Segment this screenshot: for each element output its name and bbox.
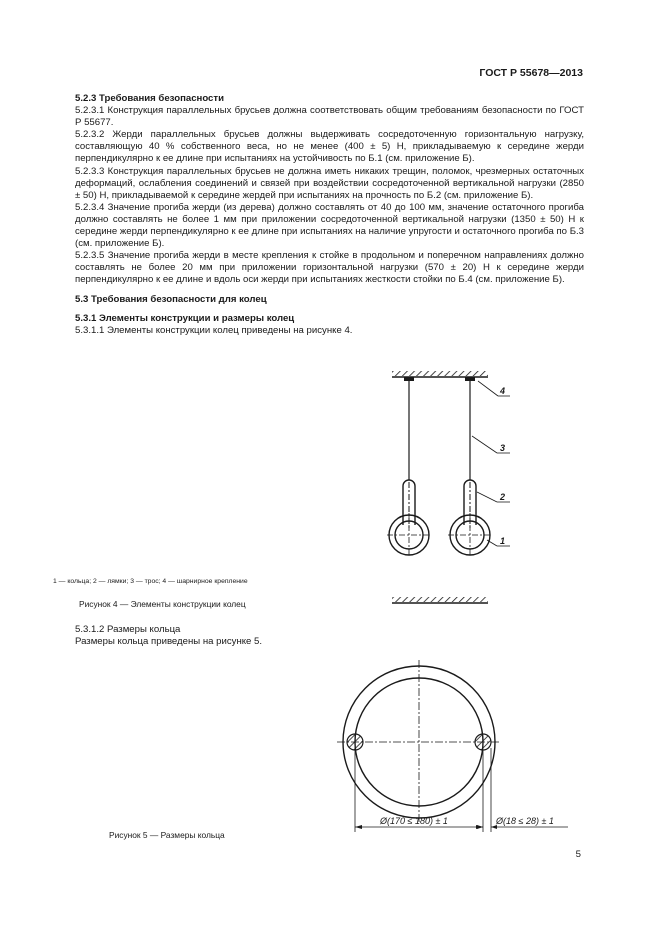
heading-5-3-1-2: 5.3.1.2 Размеры кольца bbox=[75, 624, 181, 635]
callout-1: 1 bbox=[500, 536, 506, 546]
heading-5-3-1: 5.3.1 Элементы конструкции и размеры колец bbox=[75, 312, 295, 324]
dim-section-diameter: Ø(18 ≤ 28) ± 1 bbox=[496, 816, 554, 826]
para-5-2-3-1: 5.2.3.1 Конструкция параллельных брусьев должна соответствовать общим требованиям безопасности по ГОСТ Р 55677. bbox=[75, 105, 584, 129]
ceiling-hatch bbox=[392, 371, 488, 376]
para-5-3-1-1: 5.3.1.1 Элементы конструкции колец приведены на рисунке 4. bbox=[75, 324, 353, 336]
document-id: ГОСТ Р 55678—2013 bbox=[479, 67, 583, 79]
figure-4-caption: Рисунок 4 — Элементы конструкции колец bbox=[79, 599, 246, 609]
dim-outer-diameter: Ø(170 ≤ 180) ± 1 bbox=[380, 816, 448, 826]
figure-4-drawing bbox=[387, 371, 510, 557]
para-5-2-3-2: 5.2.3.2 Жерди параллельных брусьев должны выдерживать сосредоточенную горизонтальную нагрузку, составляющую 40 % собственного веса, но не менее (400 ± 5) Н, прикладываемую к середине жерди перпендикулярно к ее длине при испытаниях на устойчивость по Б.1 (см. приложение Б). bbox=[75, 129, 584, 165]
hatch-symbol bbox=[392, 597, 488, 603]
hinge-left bbox=[404, 377, 414, 381]
figure-5-drawing bbox=[337, 660, 568, 832]
page-number: 5 bbox=[575, 849, 581, 860]
figure-4-legend: 1 — кольца; 2 — лямки; 3 — трос; 4 — шарнирное крепление bbox=[53, 578, 248, 585]
callout-4: 4 bbox=[500, 386, 506, 396]
callout-2: 2 bbox=[500, 492, 506, 502]
callout-3: 3 bbox=[500, 443, 506, 453]
figure-5-caption: Рисунок 5 — Размеры кольца bbox=[109, 830, 225, 840]
para-5-2-3-5: 5.2.3.5 Значение прогиба жерди в месте крепления к стойке в продольном и поперечном направлениях должно составлять не более 20 мм при приложении горизонтальной нагрузки (570 ± 20) Н к середине жерди перпендикулярно к ее длине и вдоль оси жерди при испытаниях жесткости стойки по Б.4 (см. приложение Б). bbox=[75, 250, 584, 286]
para-5-2-3-3: 5.2.3.3 Конструкция параллельных брусьев не должна иметь никаких трещин, поломок, чрезмерных остаточных деформаций, ослабления соединений и связей при воздействии сосредоточенной вертикальной нагрузки (2850 ± 50) Н, прикладываемой к середине жердей при испытаниях на прочность по Б.2 (см. приложение Б). bbox=[75, 165, 584, 201]
para-5-3-1-2: Размеры кольца приведены на рисунке 5. bbox=[75, 636, 263, 648]
heading-5-3: 5.3 Требования безопасности для колец bbox=[75, 293, 267, 305]
heading-5-2-3: 5.2.3 Требования безопасности bbox=[75, 93, 224, 104]
para-5-2-3-4: 5.2.3.4 Значение прогиба жерди (из дерева) должно составлять от 40 до 100 мм, значение остаточного прогиба должно составлять не более 1 мм при приложении сосредоточенной вертикальной нагрузки (1350 ± 50) Н к середине жерди перпендикулярно к ее длине при испытаниях на наличие упругости и остаточного прогиба по Б.3 (см. приложение Б). bbox=[75, 201, 584, 250]
hinge-right bbox=[465, 377, 475, 381]
section-5-3-1-2 bbox=[75, 624, 262, 649]
